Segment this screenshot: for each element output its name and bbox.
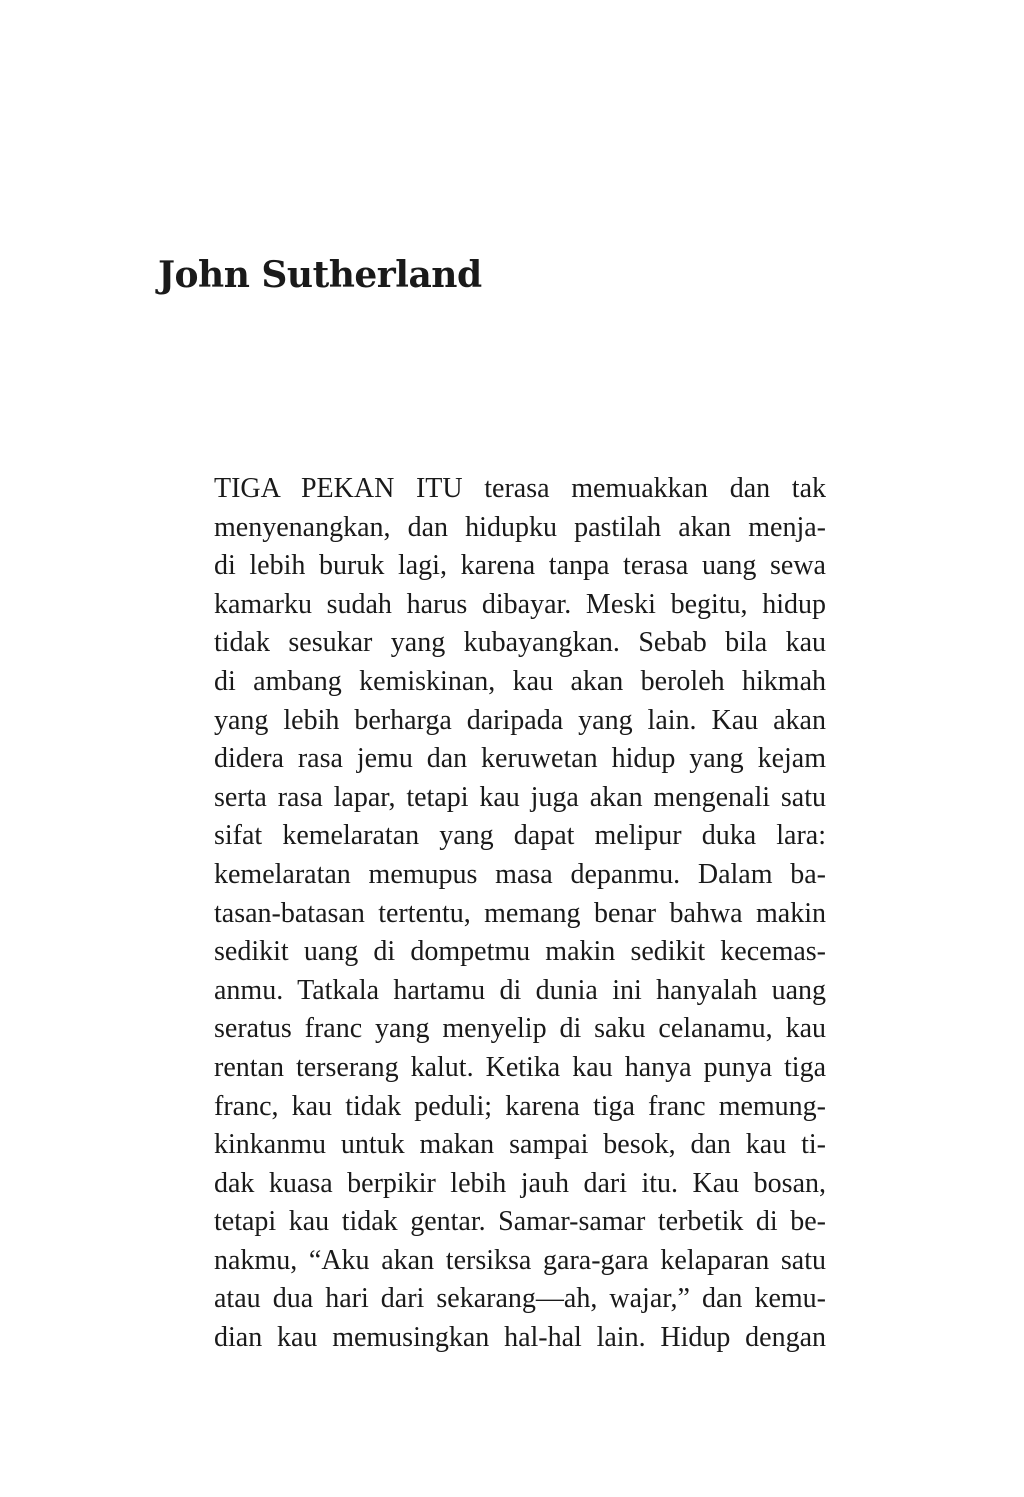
text-line: franc, kau tidak peduli; karena tiga franc memung-	[214, 1090, 826, 1122]
chapter-author-heading: John Sutherland	[158, 254, 482, 296]
text-line: menyenangkan, dan hidupku pastilah akan menja-	[214, 511, 826, 543]
text-line: dak kuasa berpikir lebih jauh dari itu. Kau bosan,	[214, 1167, 826, 1199]
text-line: nakmu, “Aku akan tersiksa gara-gara kelaparan satu	[214, 1244, 826, 1276]
text-line: di ambang kemiskinan, kau akan beroleh hikmah	[214, 665, 826, 697]
text-line: TIGA PEKAN ITU terasa memuakkan dan tak	[214, 473, 826, 504]
text-line: kemelaratan memupus masa depanmu. Dalam ba-	[214, 858, 826, 890]
text-line: tidak sesukar yang kubayangkan. Sebab bila kau	[214, 627, 826, 659]
text-line: kamarku sudah harus dibayar. Meski begitu, hidup	[214, 588, 826, 620]
text-line: sedikit uang di dompetmu makin sedikit kecemas-	[214, 936, 826, 968]
text-line: sifat kemelaratan yang dapat melipur duka lara:	[214, 820, 826, 852]
text-line: yang lebih berharga daripada yang lain. Kau akan	[214, 704, 826, 736]
text-line: serta rasa lapar, tetapi kau juga akan mengenali satu	[214, 781, 826, 813]
text-line: seratus franc yang menyelip di saku celanamu, kau	[214, 1013, 826, 1045]
text-line: rentan terserang kalut. Ketika kau hanya punya tiga	[214, 1051, 826, 1083]
body-paragraph	[214, 470, 826, 1358]
text-line: di lebih buruk lagi, karena tanpa terasa uang sewa	[214, 550, 826, 582]
text-line: dian kau memusingkan hal-hal lain. Hidup dengan	[214, 1322, 826, 1354]
text-line: didera rasa jemu dan keruwetan hidup yang kejam	[214, 743, 826, 775]
text-line: anmu. Tatkala hartamu di dunia ini hanyalah uang	[214, 974, 826, 1006]
text-line: atau dua hari dari sekarang—ah, wajar,” dan kemu-	[214, 1283, 826, 1315]
text-line: tasan-batasan tertentu, memang benar bahwa makin	[214, 897, 826, 929]
text-line: tetapi kau tidak gentar. Samar-samar terbetik di be-	[214, 1206, 826, 1238]
text-line: kinkanmu untuk makan sampai besok, dan kau ti-	[214, 1129, 826, 1161]
